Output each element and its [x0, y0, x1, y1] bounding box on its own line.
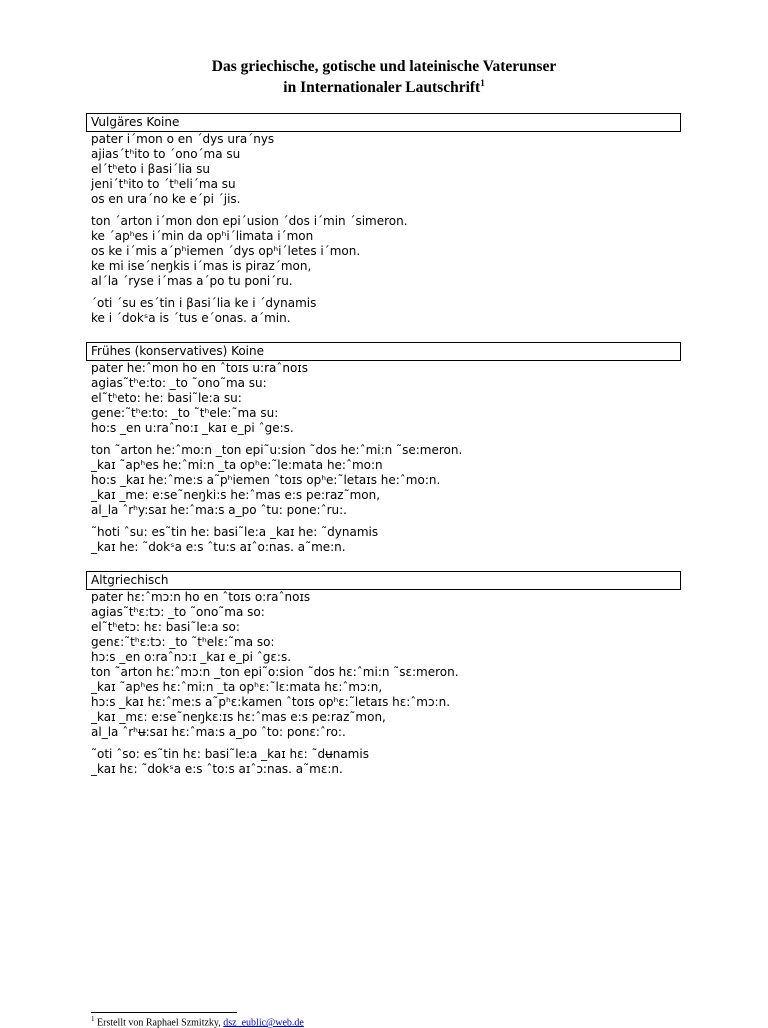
text-line: al´la ´ryse i´mas a´po tu poni´ru.	[91, 274, 293, 288]
title-footnote-mark: 1	[480, 78, 485, 88]
text-line: agias˜tʰe:to: _to ˜ono˜ma su:	[91, 376, 267, 390]
paragraph	[91, 214, 691, 289]
paragraph	[91, 296, 691, 326]
text-line: el˜tʰetɔ: hɛ: basi˜le:a so:	[91, 620, 240, 634]
text-line: ho:s _en u:raˆno:ɪ _kaɪ e_pi ˆge:s.	[91, 421, 294, 435]
paragraph	[91, 132, 691, 207]
text-line: el´tʰeto i βasi´lia su	[91, 162, 210, 176]
footnote	[91, 1015, 304, 1028]
text-line: os ke i´mis a´pʰiemen ´dys opʰi´letes i´mon.	[91, 244, 361, 258]
text-line: ton ˜arton he:ˆmo:n _ton epi˜u:sion ˜dos he:ˆmi:n ˜se:meron.	[91, 443, 463, 457]
footnote-mark: 1	[91, 1015, 95, 1023]
text-line: ´oti ´su es´tin i βasi´lia ke i ´dynamis	[91, 296, 317, 310]
text-line: el˜tʰeto: he: basi˜le:a su:	[91, 391, 242, 405]
text-line: hɔ:s _en o:raˆnɔ:ɪ _kaɪ e_pi ˆgɛ:s.	[91, 650, 292, 664]
text-line: ˜hoti ˆsu: es˜tin he: basi˜le:a _kaɪ he: ˜dynamis	[91, 525, 379, 539]
text-line: gene:˜tʰe:to: _to ˜tʰele:˜ma su:	[91, 406, 279, 420]
section-text-vulgaeres-koine	[91, 132, 691, 326]
text-line: ho:s _kaɪ he:ˆme:s a˜pʰiemen ˆtoɪs opʰe:˜letaɪs he:ˆmo:n.	[91, 473, 441, 487]
text-line: ajias´tʰito to ´ono´ma su	[91, 147, 241, 161]
text-line: _kaɪ ˜apʰes he:ˆmi:n _ta opʰe:˜le:mata he:ˆmo:n	[91, 458, 383, 472]
text-line: _kaɪ ˜apʰes hɛ:ˆmi:n _ta opʰɛ:˜lɛ:mata hɛ:ˆmɔ:n,	[91, 680, 383, 694]
text-line: al_la ˆrʰy:saɪ he:ˆma:s a_po ˆtu: pone:ˆru:.	[91, 503, 347, 517]
text-line: _kaɪ hɛ: ˜dokˢa e:s ˆto:s aɪˆɔ:nas. a˜mɛ:n.	[91, 762, 343, 776]
text-line: _kaɪ _mɛ: e:se˜neŋkɛ:ɪs hɛ:ˆmas e:s pe:raz˜mon,	[91, 710, 386, 724]
text-line: ke i ´dokˢa is ´tus e´onas. a´min.	[91, 311, 291, 325]
paragraph	[91, 590, 691, 740]
text-line: ke ´apʰes i´min da opʰi´limata i´mon	[91, 229, 314, 243]
document-title	[0, 56, 768, 98]
text-line: al_la ˆrʰʉ:saɪ hɛ:ˆma:s a_po ˆto: ponɛ:ˆro:.	[91, 725, 346, 739]
text-line: _kaɪ he: ˜dokˢa e:s ˆtu:s aɪˆo:nas. a˜me:n.	[91, 540, 346, 554]
section-heading-altgriechisch: Altgriechisch	[86, 571, 681, 590]
text-line: ton ´arton i´mon don epi´usion ´dos i´min ´simeron.	[91, 214, 408, 228]
text-line: hɔ:s _kaɪ hɛ:ˆme:s a˜pʰɛ:kamen ˆtoɪs opʰɛ:˜letaɪs hɛ:ˆmɔ:n.	[91, 695, 451, 709]
footnote-text: Erstellt von Raphael Szmitzky,	[97, 1017, 221, 1028]
paragraph	[91, 443, 691, 518]
text-line: ˜oti ˆso: es˜tin hɛ: basi˜le:a _kaɪ hɛ: ˜dʉnamis	[91, 747, 369, 761]
paragraph	[91, 361, 691, 436]
text-line: pater i´mon o en ´dys ura´nys	[91, 132, 275, 146]
title-line-2: in Internationaler Lautschrift$^1$	[283, 78, 485, 96]
text-line: pater hɛ:ˆmɔ:n ho en ˆtoɪs o:raˆnoɪs	[91, 590, 311, 604]
section-heading-vulgaeres-koine: Vulgäres Koine	[86, 113, 681, 132]
paragraph	[91, 747, 691, 777]
text-line: pater he:ˆmon ho en ˆtoɪs u:raˆnoɪs	[91, 361, 309, 375]
text-line: agias˜tʰɛ:tɔ: _to ˜ono˜ma so:	[91, 605, 265, 619]
text-line: jeni´tʰito to ´tʰeli´ma su	[91, 177, 236, 191]
section-heading-fruehes-koine: Frühes (konservatives) Koine	[86, 342, 681, 361]
text-line: _kaɪ _me: e:se˜neŋki:s he:ˆmas e:s pe:raz˜mon,	[91, 488, 381, 502]
title-line-1: Das griechische, gotische und lateinische Vaterunser	[211, 58, 557, 75]
section-text-fruehes-koine	[91, 361, 691, 555]
text-line: os en ura´no ke e´pi ´jis.	[91, 192, 241, 206]
footnote-divider	[91, 1012, 237, 1013]
text-line: ke mi ise´neŋkis i´mas is piraz´mon,	[91, 259, 312, 273]
footnote-email-link[interactable]: dsz_eublic@web.de	[223, 1017, 304, 1028]
text-line: ton ˜arton hɛ:ˆmɔ:n _ton epi˜o:sion ˜dos hɛ:ˆmi:n ˜sɛ:meron.	[91, 665, 459, 679]
paragraph	[91, 525, 691, 555]
section-text-altgriechisch	[91, 590, 691, 777]
text-line: genɛ:˜tʰɛ:tɔ: _to ˜tʰelɛ:˜ma so:	[91, 635, 275, 649]
